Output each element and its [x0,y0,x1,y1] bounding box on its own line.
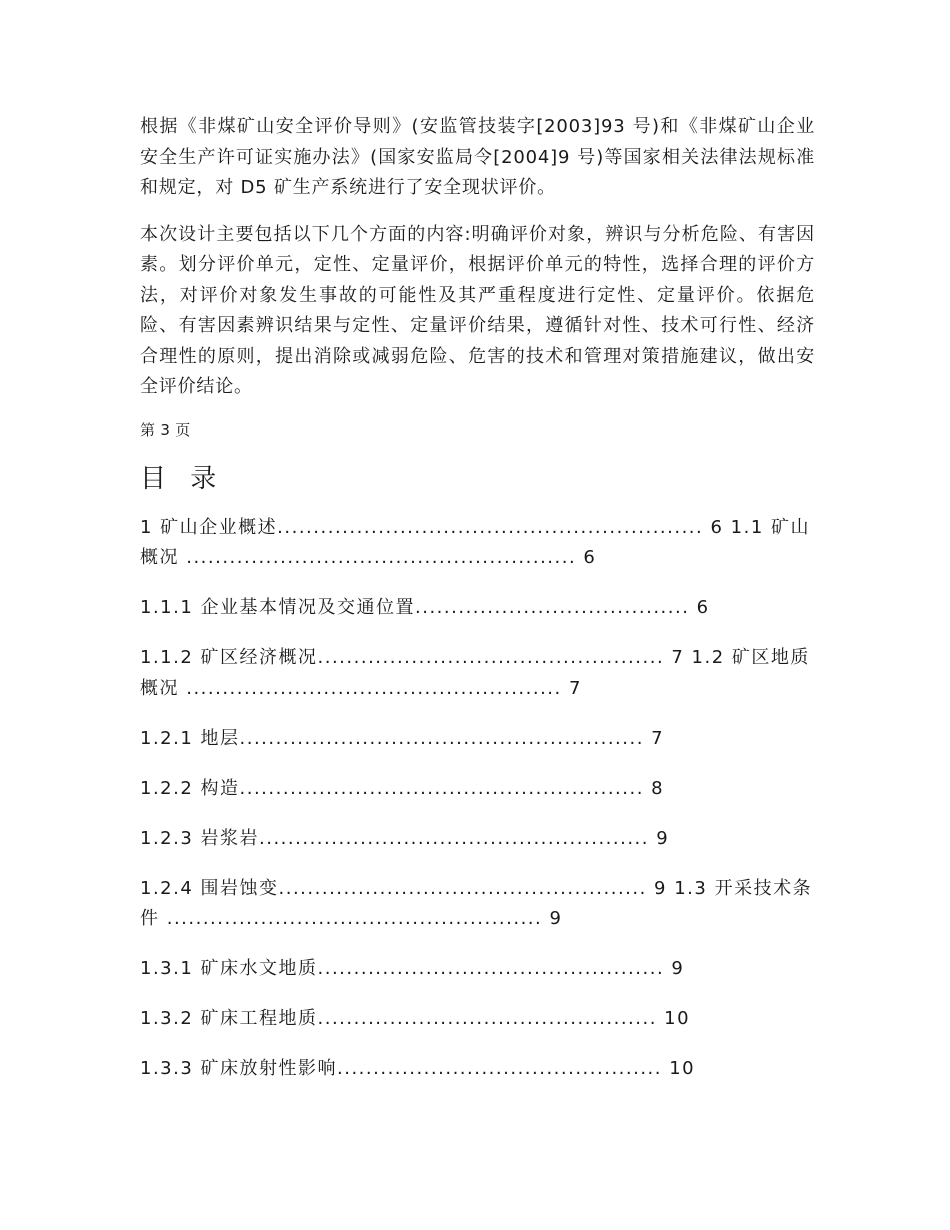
intro-paragraph-1: 根据《非煤矿山安全评价导则》(安监管技装字[2003]93 号)和《非煤矿山企业安全生产许可证实施办法》(国家安监局令[2004]9 号)等国家相关法律法规标准和规定，对 D5 矿生产系统进行了安全现状评价。 [140,116,815,198]
toc-entry[interactable]: 1.2.3 岩浆岩...................................................... 9 [140,827,670,849]
intro-paragraph-2: 本次设计主要包括以下几个方面的内容:明确评价对象，辨识与分析危险、有害因素。划分评价单元，定性、定量评价，根据评价单元的特性，选择合理的评价方法，对评价对象发生事故的可能性及其严重程度进行定性、定量评价。依据危险、有害因素辨识结果与定性、定量评价结果，遵循针对性、技术可行性、经济合理性的原则，提出消除或减弱危险、危害的技术和管理对策措施建议，做出安全评价结论。 [140,223,815,397]
toc-entry[interactable]: 1.3.2 矿床工程地质............................................... 10 [140,1008,691,1029]
toc-entry[interactable]: 1.3.3 矿床放射性影响............................................. 10 [140,1058,696,1079]
toc-title: 目 录 [140,463,225,494]
toc-entry[interactable]: 1.2.4 围岩蚀变................................................... 9 1.3 开采技术条件 .................................................... 9 [140,877,813,929]
toc-entry[interactable]: 1.1.1 企业基本情况及交通位置...................................... 6 [140,597,710,618]
table-of-contents [140,513,815,1085]
toc-entry[interactable]: 1.1.2 矿区经济概况................................................ 7 1.2 矿区地质概况 .................................................... 7 [140,647,810,699]
toc-entry[interactable]: 1 矿山企业概述........................................................... 6 1.1 矿山概况 ...................................................... 6 [140,516,810,568]
toc-entry[interactable]: 1.2.1 地层........................................................ 7 [140,727,665,749]
toc-entry[interactable]: 1.3.1 矿床水文地质................................................ 9 [140,958,685,979]
page-number: 第 3 页 [140,420,191,439]
toc-entry[interactable]: 1.2.2 构造........................................................ 8 [140,777,665,799]
page-content [140,112,815,1104]
